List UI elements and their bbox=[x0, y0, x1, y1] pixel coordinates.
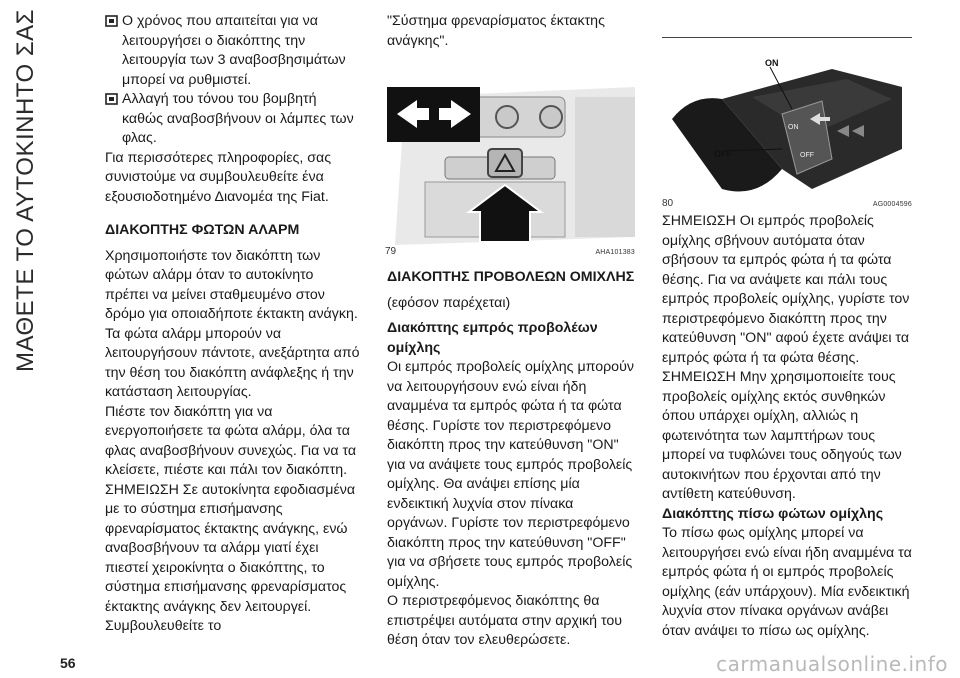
figure-code: AG0004596 bbox=[872, 201, 912, 208]
paragraph: ΣΗΜΕΙΩΣΗ Μην χρησιμοποιείτε τους προβολείς ομίχλης εκτός συνθηκών όπου υπάρχει ομίχλη, αλλιώς η φωτεινότητα των λαμπτήρων τους μπορεί να τυφλώνει τους οδηγούς των αυτοκινήτων που έρχονται από την αντίθετη κατεύθυνση. bbox=[662, 369, 902, 502]
on-label: ON bbox=[765, 58, 779, 68]
figure-number: 80 bbox=[662, 198, 674, 209]
off-label: OFF bbox=[714, 149, 732, 159]
figure-80 bbox=[662, 37, 912, 209]
note-text: Ο χρόνος που απαιτείται για να λειτουργήσει ο διακόπτης την λειτουργία των 3 αναβοσβησιμάτων μπορεί να ρυθμιστεί. bbox=[122, 13, 346, 88]
section-heading: ΔΙΑΚΟΠΤΗΣ ΦΩΤΩΝ ΑΛΑΡΜ bbox=[105, 222, 300, 238]
watermark: carmanualsonline.info bbox=[716, 652, 948, 676]
page-number: 56 bbox=[60, 655, 76, 671]
note-item bbox=[105, 90, 360, 149]
note-item bbox=[105, 12, 360, 90]
section-title: ΜΑΘΕΤΕ ΤΟ ΑΥΤΟΚΙΝΗΤΟ ΣΑΣ bbox=[12, 8, 39, 372]
fog-lamp-stalk-illustration bbox=[662, 39, 912, 199]
column-2 bbox=[387, 12, 637, 51]
paragraph: Το πίσω φως ομίχλης μπορεί να λειτουργήσει ενώ είναι ήδη αναμμένα τα εμπρός φώτα ή οι εμπρός προβολείς ομίχλης (εάν υπάρχουν). Μία ενδεικτική λυχνία στον πίνακα οργάνων ανάβει όταν ανάψει το πίσω ως ομίχλης. bbox=[662, 525, 912, 639]
figure-code: AHA101383 bbox=[595, 249, 635, 256]
sidebar bbox=[0, 0, 50, 678]
paragraph: ΣΗΜΕΙΩΣΗ Σε αυτοκίνητα εφοδιασμένα με το σύστημα επισήμανσης φρεναρίσματος έκτακτης ανάγκης, ενώ αναβοσβήνουν τα αλάρμ γιατί έχει πιεστεί χειροκίνητα ο διακόπτης, το σύστημα επισήμανσης φρεναρίσματος έκτακτης ανάγκης δεν λειτουργεί. Συμβουλευθείτε το bbox=[105, 481, 356, 634]
hazard-switch-illustration bbox=[385, 87, 635, 245]
subsection-heading: Διακόπτης πίσω φώτων ομίχλης bbox=[662, 505, 884, 522]
figure-79 bbox=[385, 87, 635, 257]
note-text: Αλλαγή του τόνου του βομβητή καθώς αναβοσβήνουν οι λάμπες των φλας. bbox=[122, 91, 354, 146]
note-pencil-icon bbox=[105, 15, 118, 27]
column-1 bbox=[105, 12, 360, 637]
paragraph: Ο περιστρεφόμενος διακόπτης θα επιστρέψει αυτόματα στην αρχική του θέση όταν τον ελευθερώσετε. bbox=[387, 593, 623, 648]
subsection-heading: Διακόπτης εμπρός προβολέων ομίχλης bbox=[387, 320, 598, 356]
paragraph: Για περισσότερες πληροφορίες, σας συνιστούμε να συμβουλευθείτε ένα εξουσιοδοτημένο Διανομέα της Fiat. bbox=[105, 149, 332, 205]
paragraph: Χρησιμοποιήστε τον διακόπτη των φώτων αλάρμ όταν το αυτοκίνητο πρέπει να μείνει σταθμευμένο στον δρόμο για οποιαδήποτε έκτακτη ανάγκη. Τα φώτα αλάρμ μπορούν να λειτουργήσουν πάντοτε, ανεξάρτητα από την θέση του διακόπτη ανάφλεξης ή την κατάσταση λειτουργίας. bbox=[105, 247, 360, 400]
paragraph: "Σύστημα φρεναρίσματος έκτακτης ανάγκης". bbox=[387, 13, 605, 49]
figure-number: 79 bbox=[385, 246, 397, 257]
note-pencil-icon bbox=[105, 93, 118, 105]
on-marking: ON bbox=[788, 124, 799, 131]
paragraph: Οι εμπρός προβολείς ομίχλης μπορούν να λειτουργήσουν ενώ είναι ήδη αναμμένα τα εμπρός φώτα ή τα φώτα θέσης. Γυρίστε τον περιστρεφόμενο διακόπτη προς την κατεύθυνση "ON" για να ανάψετε τους εμπρός προβολείς ομίχλης. Θα ανάψει επίσης μία ενδεικτική λυχνία στον πίνακα οργάνων. Γυρίστε τον περιστρεφόμενο διακόπτη προς την κατεύθυνση "OFF" για να σβήσετε τους εμπρός προβολείς ομίχλης. bbox=[387, 359, 634, 590]
section-heading: ΔΙΑΚΟΠΤΗΣ ΠΡΟΒΟΛΕΩΝ ΟΜΙΧΛΗΣ bbox=[387, 269, 635, 285]
off-marking: OFF bbox=[800, 152, 814, 159]
paragraph: ΣΗΜΕΙΩΣΗ Οι εμπρός προβολείς ομίχλης σβήνουν αυτόματα όταν σβήσουν τα εμπρός φώτα ή τα φώτα θέσης. Για να ανάψετε και πάλι τους εμπρός προβολείς ομίχλης, γυρίστε τον περιστρεφόμενο διακόπτη προς την κατεύθυνση "ON" αφού έχετε ανάψει τα εμπρός φώτα ή τα φώτα θέσης. bbox=[662, 213, 910, 366]
divider bbox=[662, 37, 912, 38]
paragraph: Πιέστε τον διακόπτη για να ενεργοποιήσετε τα φώτα αλάρμ, όλα τα φλας αναβοσβήνουν συνεχώς. Για να τα κλείσετε, πιέστε και πάλι τον διακόπτη. bbox=[105, 403, 357, 478]
column-2-lower bbox=[387, 268, 637, 651]
subnote: (εφόσον παρέχεται) bbox=[387, 294, 511, 311]
column-3 bbox=[662, 212, 912, 641]
